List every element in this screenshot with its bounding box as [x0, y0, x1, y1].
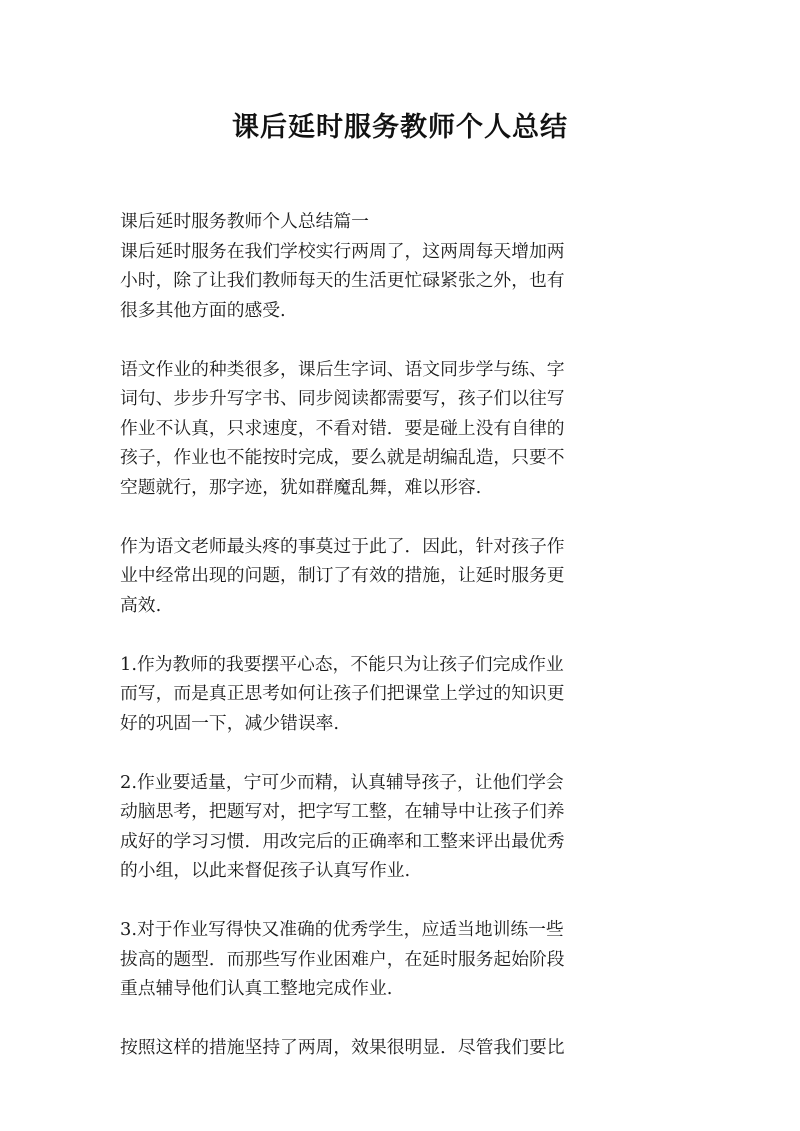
- paragraph-4: [120, 650, 665, 739]
- paragraph-1: [120, 237, 665, 326]
- text-line: 成好的学习习惯．用改完后的正确率和工整来评出最优秀: [120, 830, 565, 852]
- text-line: 3.对于作业写得快又准确的优秀学生，应适当地训练一些: [120, 919, 564, 940]
- document-body: [120, 207, 665, 1063]
- paragraph-gap: [120, 325, 665, 355]
- text-line: 业中经常出现的问题，制订了有效的措施，让延时服务更: [120, 565, 565, 586]
- text-line: 1.作为教师的我要摆平心态，不能只为让孩子们完成作业: [120, 653, 564, 675]
- document-title: 课后延时服务教师个人总结: [232, 112, 568, 143]
- text-line: 作为语文老师最头疼的事莫过于此了．因此，针对孩子作: [120, 535, 565, 557]
- text-line: 课后延时服务在我们学校实行两周了，这两周每天增加两: [120, 240, 565, 262]
- text-line: 重点辅导他们认真工整地完成作业.: [120, 978, 393, 999]
- text-line: 高效.: [120, 594, 162, 616]
- text-line: 孩子，作业也不能按时完成，要么就是胡编乱造，只要不: [120, 447, 565, 468]
- text-line: 小时，除了让我们教师每天的生活更忙碌紧张之外，也有: [120, 270, 565, 291]
- paragraph-6: [120, 915, 665, 1004]
- text-line: 很多其他方面的感受.: [120, 299, 286, 321]
- text-line: 作业不认真，只求速度，不看对错．要是碰上没有自律的: [120, 417, 565, 439]
- section-heading: 课后延时服务教师个人总结篇一: [120, 211, 369, 232]
- paragraph-gap: [120, 1004, 665, 1034]
- text-line: 空题就行，那字迹，犹如群魔乱舞，难以形容.: [120, 476, 482, 498]
- paragraph-gap: [120, 738, 665, 768]
- paragraph-3: [120, 532, 665, 621]
- text-line: 动脑思考，把题写对，把字写工整，在辅导中让孩子们养: [120, 801, 565, 822]
- text-line: 词句、步步升写字书、同步阅读都需要写，孩子们以往写: [120, 388, 565, 409]
- text-line: 语文作业的种类很多，课后生字词、语文同步学与练、字: [120, 358, 565, 380]
- text-line: 而写，而是真正思考如何让孩子们把课堂上学过的知识更: [120, 683, 565, 704]
- text-line: 拔高的题型．而那些写作业困难户，在延时服务起始阶段: [120, 948, 565, 970]
- text-line: 2.作业要适量，宁可少而精，认真辅导孩子，让他们学会: [120, 771, 564, 793]
- text-line: 好的巩固一下，减少错误率.: [120, 712, 340, 734]
- text-line: 按照这样的措施坚持了两周，效果很明显．尽管我们要比: [120, 1037, 565, 1058]
- paragraph-gap: [120, 620, 665, 650]
- paragraph-gap: [120, 886, 665, 916]
- paragraph-7: [120, 1033, 665, 1063]
- paragraph-5: [120, 768, 665, 886]
- paragraph-2: [120, 355, 665, 503]
- text-line: 的小组，以此来督促孩子认真写作业.: [120, 860, 411, 881]
- paragraph-gap: [120, 502, 665, 532]
